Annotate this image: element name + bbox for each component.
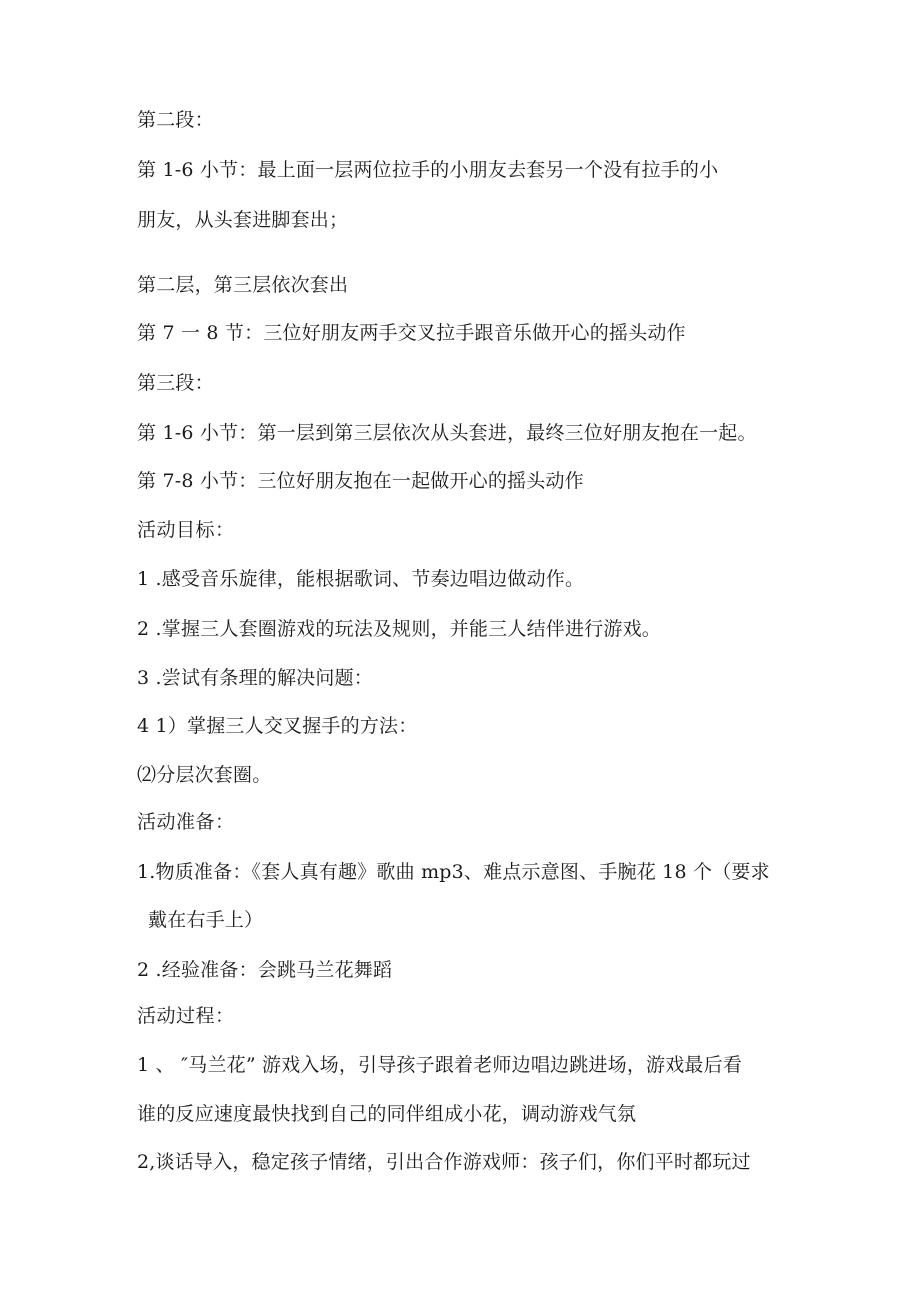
paragraph-line: 朋友，从头套进脚套出； — [137, 209, 349, 231]
paragraph-line: 第 1-6 小节：最上面一层两位拉手的小朋友去套另一个没有拉手的小 — [137, 159, 719, 181]
heading-activity-goals: 活动目标： — [137, 519, 235, 541]
heading-activity-process: 活动过程： — [137, 1005, 235, 1027]
goal-item: ⑵分层次套圈。 — [137, 764, 272, 786]
process-item: 1 、 ″马兰花” 游戏入场，引导孩子跟着老师边唱边跳进场，游戏最后看 — [137, 1054, 743, 1076]
paragraph-line: 第 7-8 小节：三位好朋友抱在一起做开心的摇头动作 — [137, 470, 584, 492]
paragraph-line: 第 1-6 小节：第一层到第三层依次从头套进，最终三位好朋友抱在一起。 — [137, 422, 757, 444]
goal-item: 1 .感受音乐旋律，能根据歌词、节奏边唱边做动作。 — [137, 568, 585, 590]
paragraph-line: 第 7 一 8 节：三位好朋友两手交叉拉手跟音乐做开心的摇头动作 — [137, 322, 686, 344]
goal-item: 3 .尝试有条理的解决问题： — [137, 667, 373, 689]
section-label-part2: 第二段： — [137, 109, 214, 131]
paragraph-line: 第二层，第三层依次套出 — [137, 274, 349, 296]
preparation-item: 2 .经验准备：会跳马兰花舞蹈 — [137, 959, 393, 981]
preparation-item: 1.物质准备：《套人真有趣》歌曲 mp3、难点示意图、手腕花 18 个（要求 — [137, 861, 770, 883]
process-item-continued: 谁的反应速度最快找到自己的同伴组成小花，调动游戏气氛 — [137, 1103, 637, 1125]
heading-activity-preparation: 活动准备： — [137, 811, 235, 833]
goal-item: 2 .掌握三人套圈游戏的玩法及规则，并能三人结伴进行游戏。 — [137, 618, 661, 640]
goal-item: 4 1）掌握三人交叉握手的方法： — [137, 715, 418, 737]
section-label-part3: 第三段： — [137, 372, 214, 394]
process-item: 2,谈话导入，稳定孩子情绪，引出合作游戏师：孩子们，你们平时都玩过 — [137, 1151, 751, 1173]
preparation-item-continued: 戴在右手上） — [148, 909, 264, 931]
